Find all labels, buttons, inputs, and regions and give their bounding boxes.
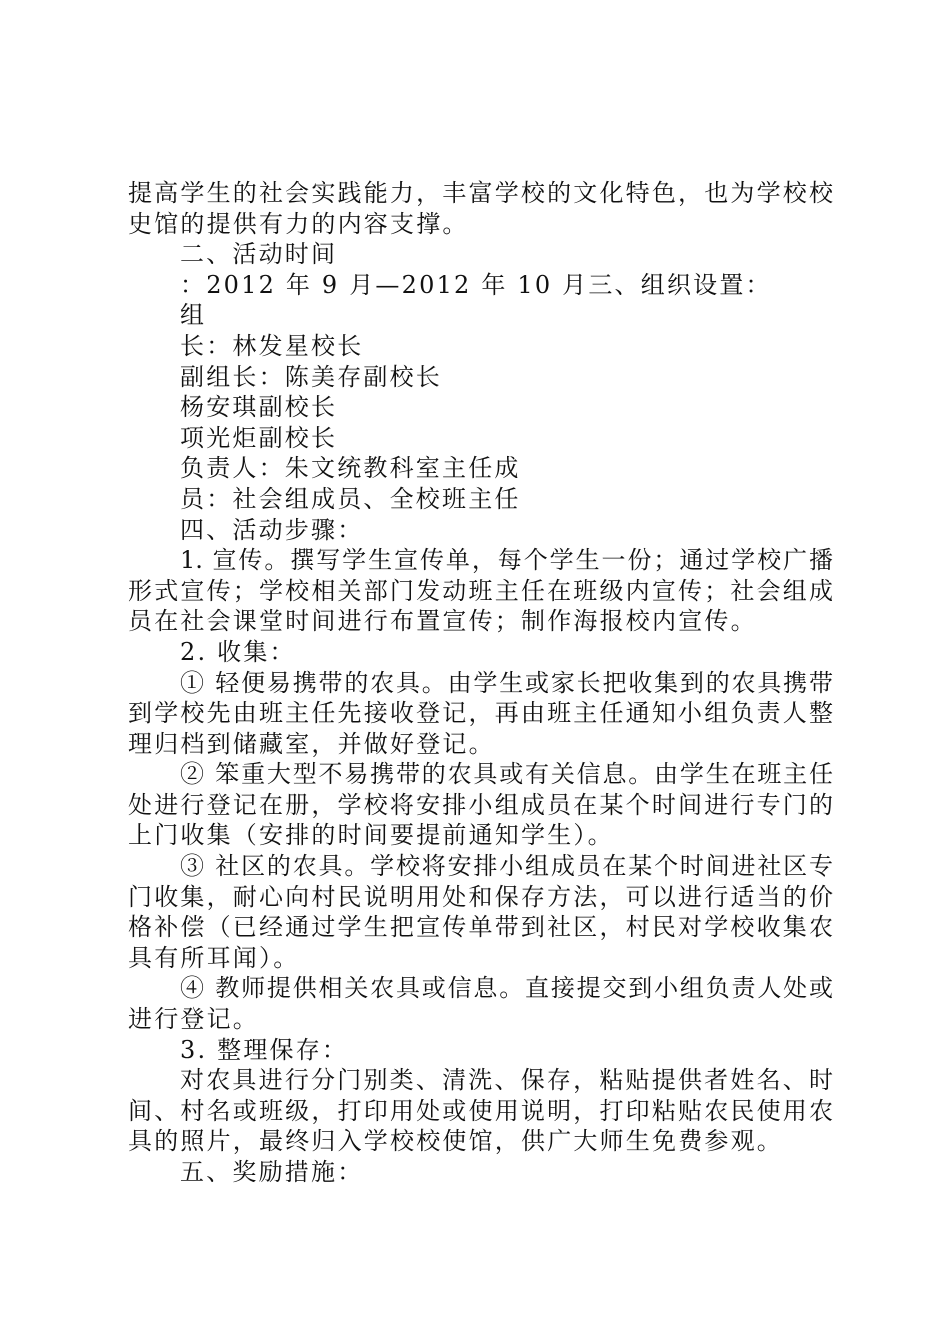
text-line-2: 史馆的提供有力的内容支撑。 <box>128 209 469 238</box>
text-line-14: 员在社会课堂时间进行布置宣传；制作海报校内宣传。 <box>128 607 757 636</box>
section-heading-4: 四、活动步骤： <box>180 515 364 544</box>
section-heading-5: 五、奖励措施： <box>180 1158 364 1186</box>
text-line-4: 组 <box>180 301 207 330</box>
text-line-25: 具有所耳闻）。 <box>128 943 300 972</box>
text-line-5: 长：林发星校长 <box>180 331 364 360</box>
text-line-6: 副组长：陈美存副校长 <box>180 362 442 391</box>
section-heading-2: 二、活动时间 <box>180 240 338 269</box>
text-line-31: 具的照片，最终归入学校校使馆，供广大师生免费参观。 <box>128 1127 783 1156</box>
text-line-20: 处进行登记在册，学校将安排小组成员在某个时间进行专门的 <box>128 790 833 819</box>
text-line-16: ① 轻便易携带的农具。由学生或家长把收集到的农具携带 <box>180 668 833 697</box>
text-line-28: 3. 整理保存： <box>180 1035 349 1064</box>
text-line-17: 到学校先由班主任先接收登记，再由班主任通知小组负责人整 <box>128 699 833 728</box>
text-line-19: ② 笨重大型不易携带的农具或有关信息。由学生在班主任 <box>180 760 833 789</box>
text-line-time: ：2012 年 9 月—2012 年 10 月三、组织设置： <box>180 270 772 299</box>
text-line-18: 理归档到储藏室，并做好登记。 <box>128 729 495 758</box>
text-line-1: 提高学生的社会实践能力，丰富学校的文化特色，也为学校校 <box>128 179 833 207</box>
text-line-8: 项光炬副校长 <box>180 423 338 452</box>
text-line-10: 员：社会组成员、全校班主任 <box>180 484 521 513</box>
text-line-13: 形式宣传；学校相关部门发动班主任在班级内宣传；社会组成 <box>128 576 833 605</box>
text-line-26: ④ 教师提供相关农具或信息。直接提交到小组负责人处或 <box>180 974 833 1003</box>
text-line-12: 1. 宣传。撰写学生宣传单，每个学生一份；通过学校广播 <box>180 546 833 575</box>
text-line-21: 上门收集（安排的时间要提前通知学生）。 <box>128 821 614 850</box>
text-line-9: 负责人：朱文统教科室主任成 <box>180 454 521 483</box>
text-line-27: 进行登记。 <box>128 1005 259 1034</box>
text-line-23: 门收集，耐心向村民说明用处和保存方法，可以进行适当的价 <box>128 882 833 911</box>
text-line-22: ③ 社区的农具。学校将安排小组成员在某个时间进社区专 <box>180 852 833 881</box>
text-line-29: 对农具进行分门别类、清洗、保存，粘贴提供者姓名、时 <box>180 1066 833 1095</box>
document-page <box>128 178 833 1188</box>
text-line-24: 格补偿（已经通过学生把宣传单带到社区，村民对学校收集农 <box>128 913 833 942</box>
text-line-30: 间、村名或班级，打印用处或使用说明，打印粘贴农民使用农 <box>128 1096 833 1125</box>
text-line-7: 杨安琪副校长 <box>180 393 338 422</box>
text-line-15: 2. 收集： <box>180 637 296 666</box>
